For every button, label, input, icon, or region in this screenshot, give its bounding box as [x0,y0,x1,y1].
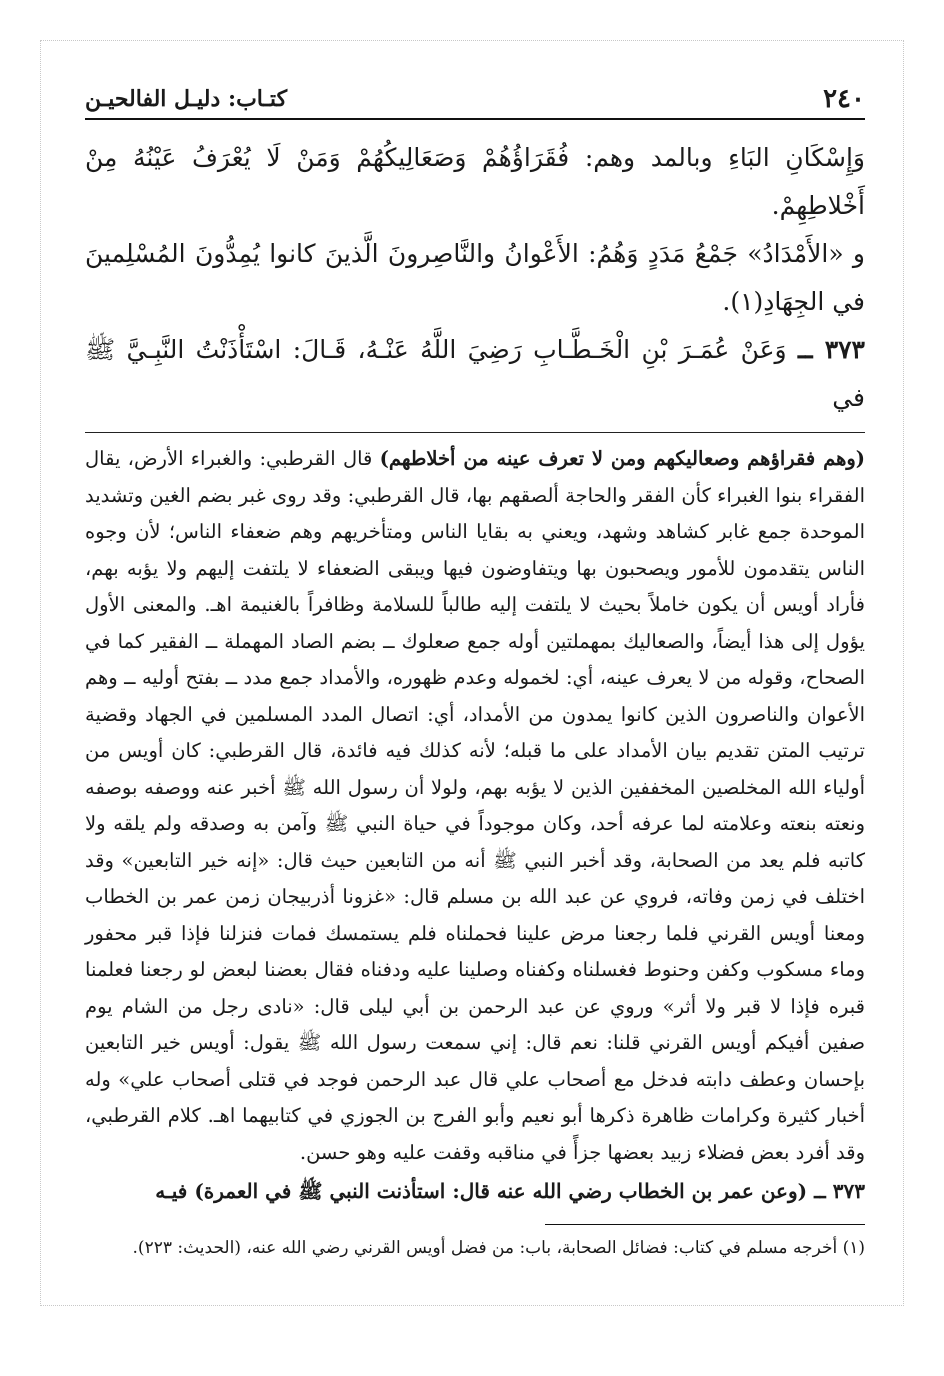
hadith-text: وَعَنْ عُمَـرَ بْنِ الْخَـطَّـابِ رَضِيَ اللَّهُ عَنْـهُ، قَـالَ: اسْتَأْذَنْتُ النَّبِـيَّ ﷺ في [85,335,865,412]
matn-line: و «الأَمْدَادُ» جَمْعُ مَدَدٍ وَهُمُ: الأَعْوانُ والنَّاصِرونَ الَّذينَ كانوا يُمِدُّونَ المُسْلِمينَ في الجِهَادِ(١). [85,239,865,316]
matn-hadith-line [85,326,865,422]
footnote [85,1233,865,1263]
footnote-divider [545,1224,865,1225]
book-title: كتـاب: دليـل الفالحيـن [85,86,288,112]
commentary-paragraph [85,441,865,1171]
main-text [85,134,865,422]
footnote-text: (١) أخرجه مسلم في كتاب: فضائل الصحابة، باب: من فضل أويس القرني رضي الله عنه، (الحديث: ٢٢٣). [132,1237,865,1258]
commentary [85,441,865,1210]
page-number: ٢٤٠ [823,84,865,114]
hadith-number: ٣٧٣ ــ [797,335,865,364]
matn-line: وَإِسْكَانِ البَاءِ وبالمد وهم: فُقَرَاؤُهُمْ وَصَعَالِيكُهُمْ وَمَنْ لَا يُعْرَفُ عَيْنُهُ مِنْ أَخْلاطِهِمْ. [85,143,865,220]
commentary-next-hadith: ٣٧٣ ــ (وعن عمر بن الخطاب رضي الله عنه قال: استأذنت النبي ﷺ في العمرة) فيـه [155,1179,865,1203]
commentary-body: قال القرطبي: والغبراء الأرض، يقال الفقراء بنوا الغبراء كأن الفقر والحاجة ألصقهم بها، قال القرطبي: وقد روى غبر بضم الغين وتشديد الموحدة جمع غابر كشاهد وشهد، ويعني به بقايا الناس ومتأخريهم وهم ضعفاء الناس؛ لأن وجوه الناس يتقدمون للأمور ويصحبون بها ويتفاوضون فيها ويبقى الضعفاء لا يلتفت إليهم ولا يؤبه بهم، فأراد أويس أن يكون خاملاً بحيث لا يلتفت إليه طالباً للسلامة وظافراً بالغنيمة اهـ. والمعنى الأول يؤول إلى هذا أيضاً، والصعاليك بمهملتين أوله جمع صعلوك ــ بضم الصاد المهملة ــ الفقير كما في الصحاح، وقوله من لا يعرف عينه، أي: لخموله وعدم ظهوره، والأمداد جمع مدد ــ بفتح أوليه ــ وهم الأعوان والناصرون الذين كانوا يمدون من الأمداد، أي: اتصال المدد المسلمين في الجهاد وقضية ترتيب المتن تقديم بيان الأمداد على ما قبله؛ لأنه كذلك فيه فائدة، قال القرطبي: كان أويس من أولياء الله المخلصين المخففين الذين لا يؤبه بهم، ولولا أن رسول الله ﷺ أخبر عنه ووصفه بوصفه ونعته بنعته وعلامته لما عرفه أحد، وكان موجوداً في حياة النبي ﷺ وآمن به وصدقه ولم يلقه ولا كاتبه فلم يعد من الصحابة، وقد أخبر النبي ﷺ أنه من التابعين حيث قال: «إنه خير التابعين» وقد اختلف في زمن وفاته، فروي عن عبد الله بن مسلم قال: «غزونا أذربيجان زمن عمر بن الخطاب ومعنا أويس القرني فلما رجعنا مرض علينا فحملناه فلم يستمسك فمات فنزلنا فإذا قبر محفور وماء مسكوب وكفن وحنوط فغسلناه وكفناه وصلينا عليه ودفناه فقال بعضنا لبعض لو رجعنا فعلمنا قبره فإذا لا قبر ولا أثر» وروي عن عبد الرحمن بن أبي ليلى قال: «نادى رجل من الشام يوم صفين أفيكم أويس القرني قلنا: نعم قال: إني سمعت رسول الله ﷺ يقول: أويس خير التابعين بإحسان وعطف دابته فدخل مع أصحاب علي قال عبد الرحمن فوجد في قتلى أصحاب علي» وله أخبار كثيرة وكرامات ظاهرة ذكرها أبو نعيم وأبو الفرج بن الجوزي في كتابيهما اهـ. كلام القرطبي، وقد أفرد بعض فضلاء زبيد بعضها جزأً في مناقبه وقفت عليه وهو حسن. [85,447,865,1164]
book-page [85,78,865,1278]
section-divider [85,432,865,433]
commentary-lead: (وهم فقراؤهم وصعاليكهم ومن لا تعرف عينه من أخلاطهم) [379,447,865,470]
page-header [85,78,865,120]
